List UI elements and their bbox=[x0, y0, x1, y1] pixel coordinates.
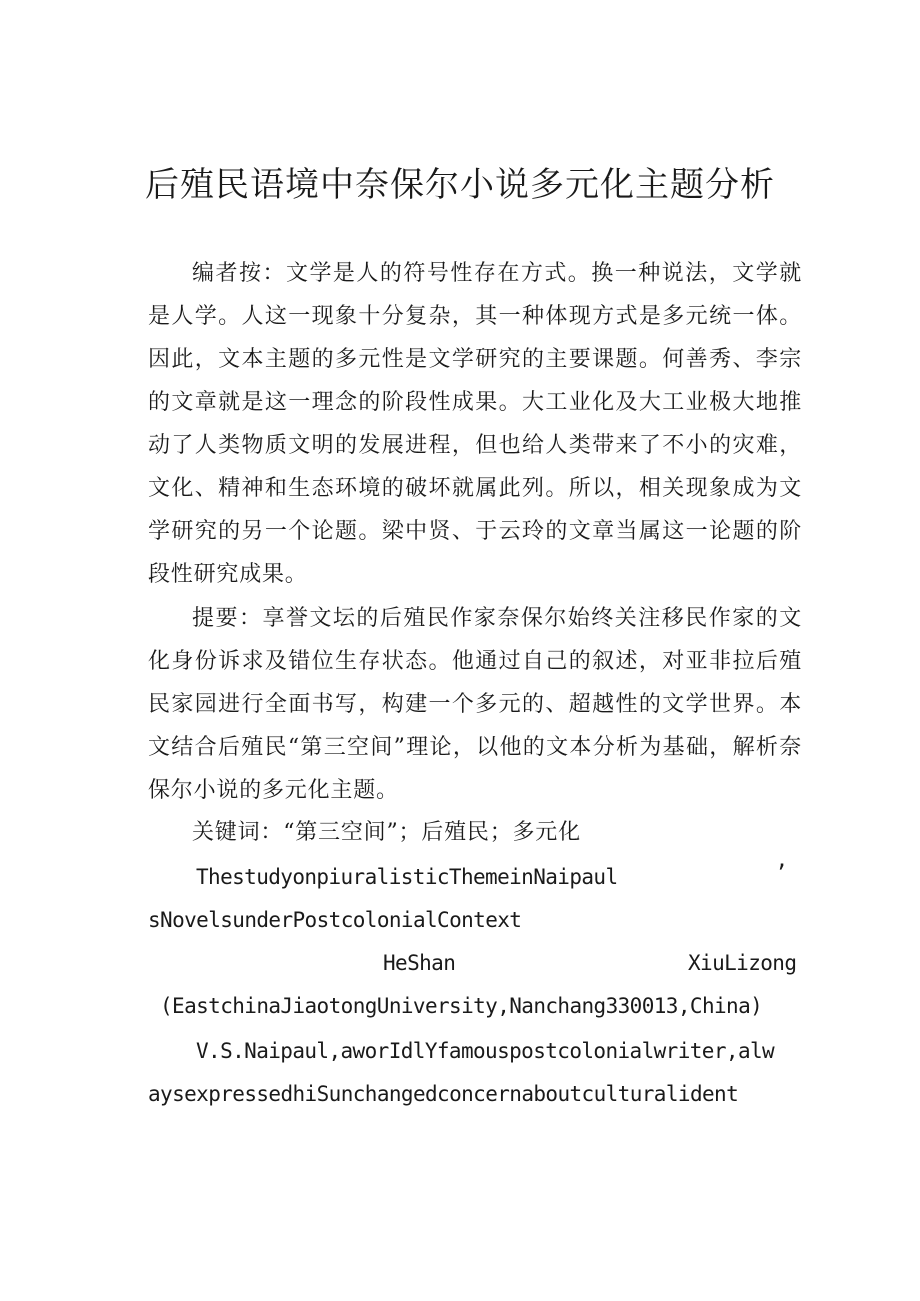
english-title-line-2: sNovelsunderPostcolonialContext bbox=[148, 908, 522, 932]
editor-note-paragraph: 编者按：文学是人的符号性存在方式。换一种说法，文学就是人学。人这一现象十分复杂，其一种体现方式是多元统一体。因此，文本主题的多元性是文学研究的主要课题。何善秀、李宗的文章就是这一理念的阶段性成果。大工业化及大工业极大地推动了人类物质文明的发展进程，但也给人类带来了不小的灾难，文化、精神和生态环境的破坏就属此列。所以，相关现象成为文学研究的另一个论题。梁中贤、于云玲的文章当属这一论题的阶段性研究成果。 bbox=[148, 261, 802, 587]
keywords-line: 关键词：“第三空间”；后殖民；多元化 bbox=[192, 820, 581, 845]
author-xiu-lizong: XiuLizong bbox=[688, 951, 797, 975]
abstract-paragraph: 提要：享誉文坛的后殖民作家奈保尔始终关注移民作家的文化身份诉求及错位生存状态。他通过自己的叙述，对亚非拉后殖民家园进行全面书写，构建一个多元的、超越性的文学世界。本文结合后殖民“第三空间”理论，以他的文本分析为基础，解析奈保尔小说的多元化主题。 bbox=[148, 606, 802, 803]
author-affiliation: (EastchinaJiaotongUniversity,Nanchang330013,China) bbox=[160, 994, 763, 1018]
english-abstract-line-2: aysexpressedhiSunchangedconcernaboutculturalident bbox=[148, 1082, 739, 1106]
page-title: 后殖民语境中奈保尔小说多元化主题分析 bbox=[145, 165, 775, 205]
english-title-apostrophe: ’ bbox=[775, 861, 788, 885]
english-abstract-line-1: V.S.Naipaul,aworIdlYfamouspostcolonialwriter,alw bbox=[196, 1039, 775, 1063]
english-title-line-1: ThestudyonpiuralisticThemeinNaipaul bbox=[196, 865, 618, 889]
author-he-shan: HeShan bbox=[383, 951, 456, 975]
